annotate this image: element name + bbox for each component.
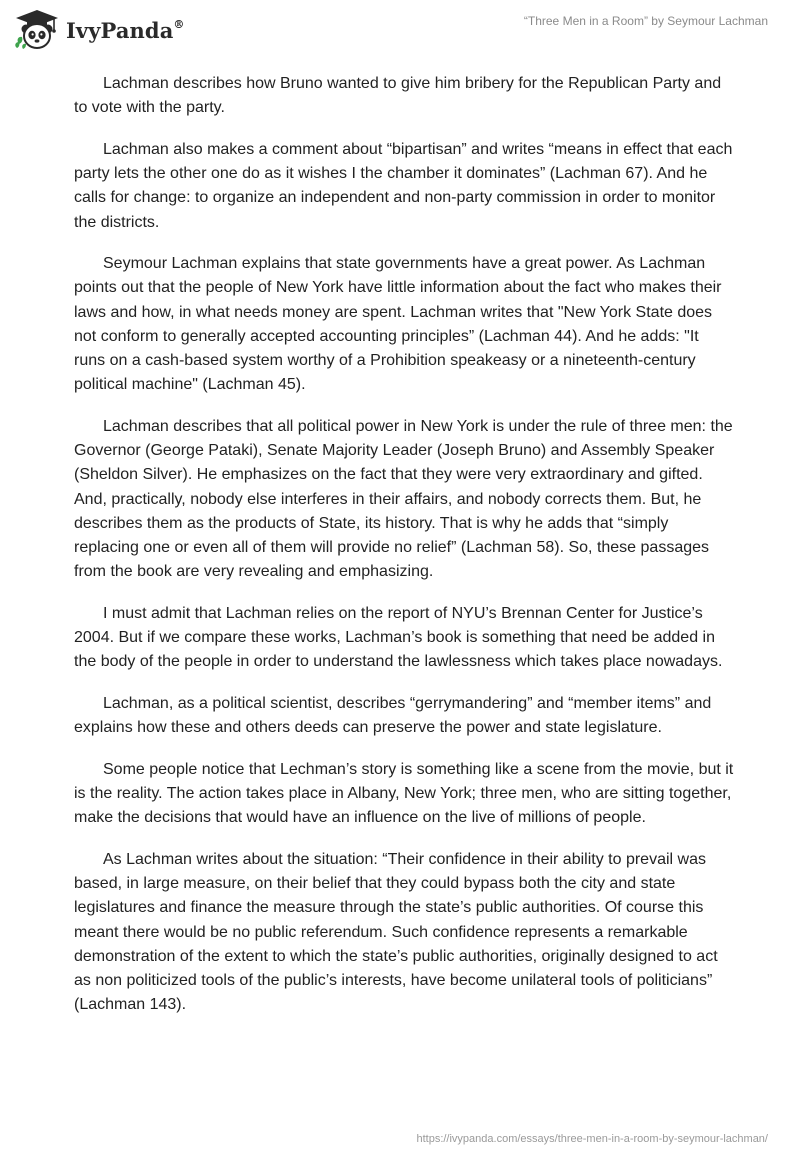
logo-text: IvyPanda bbox=[66, 17, 174, 43]
registered-mark: ® bbox=[173, 17, 185, 31]
paragraph: I must admit that Lachman relies on the report of NYU’s Brennan Center for Justice’s 2004. But if we compare these works, Lachman’s book is something that need be added in the body of the people in order to understand the lawlessness which takes place nowadays. bbox=[74, 604, 723, 671]
panda-graduate-icon bbox=[14, 8, 60, 50]
paragraph: Lachman describes that all political power in New York is under the rule of three men: the Governor (George Pataki), Senate Majority Leader (Joseph Bruno) and Assembly Speaker (Sheldon Silver). He emphasizes on the fact that they were very extraordinary and gifted. And, practically, nobody else interferes in their affairs, and nobody corrects them. But, he describes them as the products of State, its history. That is why he adds that “simply replacing one or even all of them will provide no relief” (Lachman 58). So, these passages from the book are very revealing and emphasizing. bbox=[74, 417, 733, 581]
page-header bbox=[0, 0, 800, 62]
paragraph: Some people notice that Lechman’s story is something like a scene from the movie, but it is the reality. The action takes place in Albany, New York; three men, who are sitting together, make the decisions that would have an influence on the live of millions of people. bbox=[74, 760, 734, 827]
paragraph: Seymour Lachman explains that state governments have a great power. As Lachman points out that the people of New York have little information about the fact who makes their laws and how, in what needs money are spent. Lachman writes that "New York State does not conform to generally accepted accounting principles” (Lachman 44). And he adds: "It runs on a cash-based system worthy of a Prohibition speakeasy or a nineteenth-century political machine" (Lachman 45). bbox=[74, 255, 722, 394]
paragraph: Lachman describes how Bruno wanted to give him bribery for the Republican Party and to vote with the party. bbox=[74, 75, 722, 117]
paragraph: As Lachman writes about the situation: “Their confidence in their ability to prevail was based, in large measure, on their belief that they could bypass both the city and state legislatures and finance the measure through the state’s public authorities. Of course this meant there would be no public referendum. Such confidence represents a remarkable demonstration of the extent to which the state’s public authorities, originally designed to act as non politicized tools of the public’s interests, have become unilateral tools of politicians” (Lachman 143). bbox=[74, 850, 718, 1014]
paragraph: Lachman also makes a comment about “bipartisan” and writes “means in effect that each party lets the other one do as it wishes I the chamber it dominates” (Lachman 67). And he calls for change: to organize an independent and non-party commission in order to monitor the districts. bbox=[74, 140, 733, 231]
logo-wordmark bbox=[66, 18, 185, 43]
ivypanda-logo[interactable] bbox=[14, 8, 185, 50]
essay-body bbox=[74, 72, 734, 1035]
source-url-link[interactable]: https://ivypanda.com/essays/three-men-in-a-room-by-seymour-lachman/ bbox=[416, 1133, 768, 1145]
paragraph: Lachman, as a political scientist, describes “gerrymandering” and “member items” and explains how these and others deeds can preserve the power and state legislature. bbox=[74, 694, 712, 737]
document-title: “Three Men in a Room” by Seymour Lachman bbox=[523, 14, 768, 28]
